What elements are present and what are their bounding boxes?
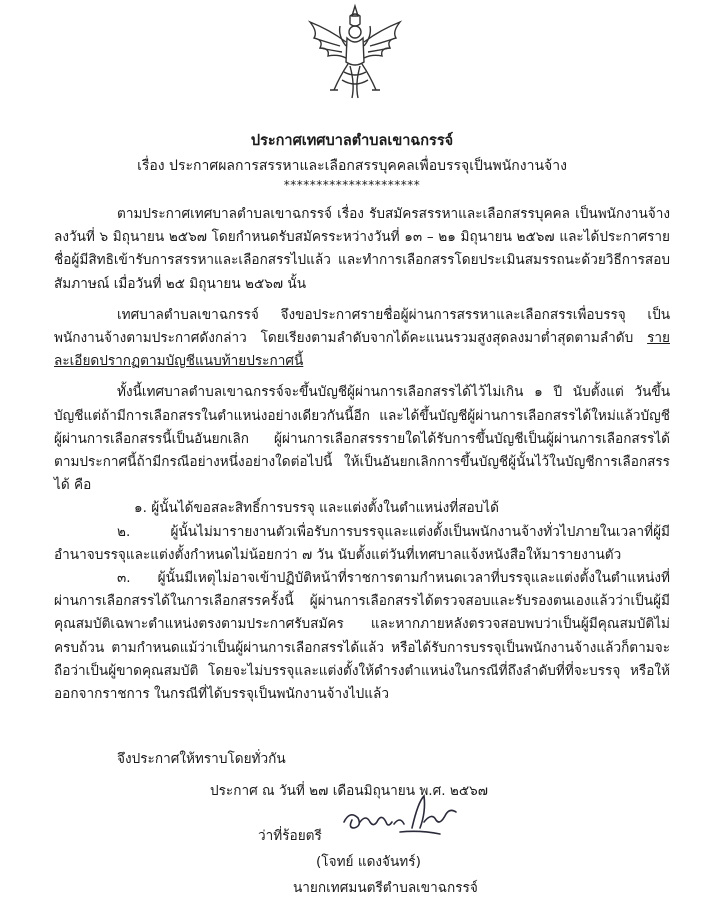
announcement-title: ประกาศเทศบาลตำบลเขาฉกรรจ์ [250, 133, 454, 149]
paragraph-results [54, 304, 670, 374]
attachment-reference: รายละเอียดปรากฏตามบัญชีแนบท้ายประกาศนี้ [54, 330, 670, 370]
paragraph-results-text: เทศบาลตำบลเขาฉกรรจ์ จึงขอประกาศรายชื่อผู้ผ่านการสรรหาและเลือกสรรเพื่อบรรจุ เป็นพนักงานจ้างตามประกาศดังกล่าว โดยเรียงตามลำดับจากได้คะแนนรวมสูงสุดลงมาต่ำสุดตามลำดับ [54, 306, 670, 347]
signer-position: นายกเทศมนตรีตำบลเขาฉกรรจ์ [293, 880, 478, 896]
garuda-emblem-icon [300, 2, 410, 102]
announcement-subject: เรื่อง ประกาศผลการสรรหาและเลือกสรรบุคคลเพื่อบรรจุเป็นพนักงานจ้าง [137, 158, 567, 174]
condition-item-2: ๒. ผู้นั้นไม่มารายงานตัวเพื่อรับการบรรจุและแต่งตั้งเป็นพนักงานจ้างทั่วไปภายในเวลาที่ผู้มีอำนาจบรรจุและแต่งตั้งกำหนดไม่น้อยกว่า ๗ วัน นับตั้งแต่วันที่เทศบาลแจ้งหนังสือให้มารายงานตัว [54, 523, 670, 563]
separator: ********************* [283, 178, 421, 192]
paragraph-validity: ทั้งนี้เทศบาลตำบลเขาฉกรรจ์จะขึ้นบัญชีผู้ผ่านการเลือกสรรได้ไว้ไม่เกิน ๑ ปี นับตั้งแต่ วันขึ้นบัญชีแต่ถ้ามีการเลือกสรรในตำแหน่งอย่างเดียวกันนี้อีก และได้ขึ้นบัญชีผู้ผ่านการเลือกสรรได้ใหม่แล้วบัญชีผู้ผ่านการเลือกสรรนี้เป็นอันยกเลิก ผู้ผ่านการเลือกสรรรายใดได้รับการขึ้นบัญชีเป็นผู้ผ่านการเลือกสรรได้ตามประกาศนี้ถ้ามีกรณีอย่างหนึ่งอย่างใดต่อไปนี้ ให้เป็นอันยกเลิกการขึ้นบัญชีผู้นั้นไว้ในบัญชีการเลือกสรรได้ คือ [54, 384, 670, 494]
signer-name: (โจทย์ แดงจันทร์) [316, 854, 421, 870]
condition-item-3: ๓. ผู้นั้นมีเหตุไม่อาจเข้าปฏิบัติหน้าที่ราชการตามกำหนดเวลาที่บรรจุและแต่งตั้งในตำแหน่งที่ผ่านการเลือกสรรได้ในการเลือกสรรครั้งนี้ ผู้ผ่านการเลือกสรรได้ตรวจสอบและรับรองตนเองแล้วว่าเป็นผู้มีคุณสมบัติเฉพาะตำแหน่งตรงตามประกาศรับสมัคร และหากภายหลังตรวจสอบพบว่าเป็นผู้มีคุณสมบัติไม่ครบถ้วน ตามกำหนดแม้ว่าเป็นผู้ผ่านการเลือกสรรได้แล้ว หรือได้รับการบรรจุเป็นพนักงานจ้างแล้วก็ตามจะถือว่าเป็นผู้ขาดคุณสมบัติ โดยจะไม่บรรจุและแต่งตั้งให้ดำรงตำแหน่งในกรณีที่ถึงลำดับที่ที่จะบรรจุ หรือให้ออกจากราชการ ในกรณีที่ได้บรรจุเป็นพนักงานจ้างไปแล้ว [54, 570, 670, 703]
paragraph-intro: ตามประกาศเทศบาลตำบลเขาฉกรรจ์ เรื่อง รับสมัครสรรหาและเลือกสรรบุคคล เป็นพนักงานจ้าง ลงวันที่ ๖ มิถุนายน ๒๕๖๗ โดยกำหนดรับสมัครระหว่างวันที่ ๑๓ – ๒๑ มิถุนายน ๒๕๖๗ และได้ประกาศรายชื่อผู้มีสิทธิเข้ารับการสรรหาและเลือกสรรไปแล้ว และทำการเลือกสรรโดยประเมินสมรรถนะด้วยวิธีการสอบสัมภาษณ์ เมื่อวันที่ ๒๕ มิถุนายน ๒๕๖๗ นั้น [54, 206, 670, 292]
condition-item-1: ๑. ผู้นั้นได้ขอสละสิทธิ์การบรรจุ และแต่งตั้งในตำแหน่งที่สอบได้ [134, 500, 499, 517]
signer-rank: ว่าที่ร้อยตรี [258, 828, 322, 844]
announcement-body [54, 203, 670, 706]
handwritten-signature [340, 792, 460, 840]
announcement-date: ประกาศ ณ วันที่ ๒๗ เดือนมิถุนายน พ.ศ. ๒๕๖๗ [210, 783, 488, 799]
closing-statement: จึงประกาศให้ทราบโดยทั่วกัน [117, 751, 286, 767]
